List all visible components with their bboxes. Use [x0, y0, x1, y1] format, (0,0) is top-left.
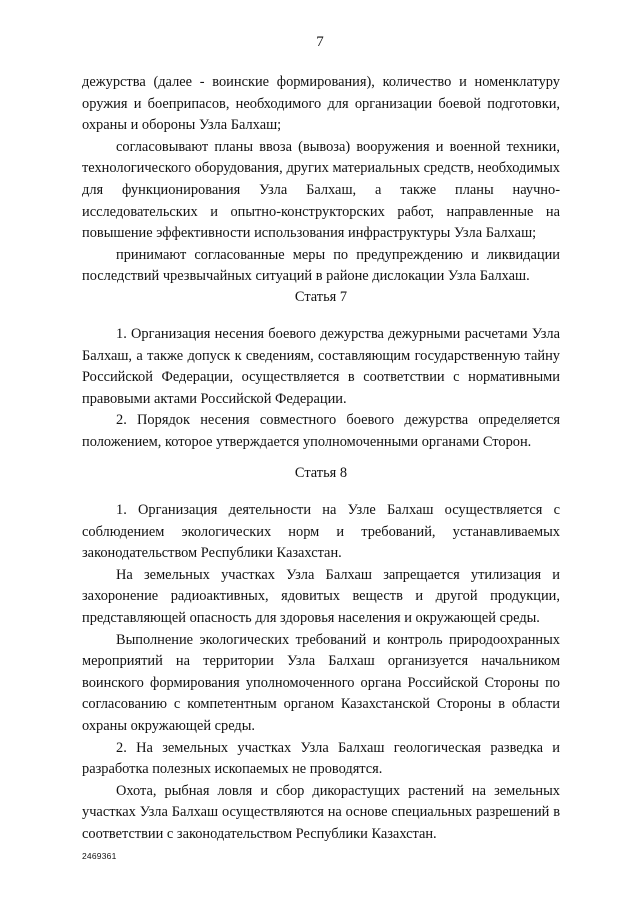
paragraph: принимают согласованные меры по предупреждению и ликвидации последствий чрезвычайных ситуаций в районе дислокации Узла Балхаш. — [82, 246, 560, 285]
paragraph: 1. Организация деятельности на Узле Балхаш осуществляется с соблюдением экологических норм и требований, устанавливаемых законодательством Республики Казахстан. — [82, 502, 560, 562]
paragraph: дежурства (далее - воинские формирования), количество и номенклатуру оружия и боеприпасов, необходимого для организации боевой подготовки, охраны и обороны Узла Балхаш; — [82, 74, 560, 134]
document-code: 2469361 — [82, 851, 117, 861]
article-7-heading: Статья 7 — [294, 289, 348, 305]
paragraph: 1. Организация несения боевого дежурства дежурными расчетами Узла Балхаш, а также допуск к сведениям, составляющим государственную тайну Российской Федерации, осуществляется в соответствии с нормативными правовыми актами Российской Федерации. — [82, 326, 560, 407]
article-8-heading: Статья 8 — [294, 465, 348, 481]
paragraph: 2. Порядок несения совместного боевого дежурства определяется положением, которое утверждается уполномоченными органами Сторон. — [82, 412, 560, 450]
paragraph: На земельных участках Узла Балхаш запрещается утилизация и захоронение радиоактивных, ядовитых веществ и другой продукции, представляющей опасность для здоровья населения и окружающей среды. — [82, 566, 560, 626]
page-number: 7 — [316, 34, 324, 50]
paragraph: Охота, рыбная ловля и сбор дикорастущих растений на земельных участках Узла Балхаш осуществляются на основе специальных разрешений в соответствии с законодательством Республики Казахстан. — [82, 782, 560, 842]
paragraph: 2. На земельных участках Узла Балхаш геологическая разведка и разработка полезных ископаемых не проводятся. — [82, 739, 560, 778]
intro-paragraphs — [82, 72, 560, 288]
article-8-body — [82, 500, 560, 846]
paragraph: согласовывают планы ввоза (вывоза) вооружения и военной техники, технологического оборудования, других материальных средств, необходимых для функционирования Узла Балхаш, а также планы научно-исследовательских и опытно-конструкторских работ, направленные на повышение эффективности использования инфраструктуры Узла Балхаш; — [82, 138, 560, 242]
article-7-body — [82, 324, 560, 454]
paragraph: Выполнение экологических требований и контроль природоохранных мероприятий на территории Узла Балхаш организуется начальником воинского формирования уполномоченного органа Российской Стороны по согласованию с компетентным органом Казахстанской Стороны в области охраны окружающей среды. — [82, 631, 560, 734]
